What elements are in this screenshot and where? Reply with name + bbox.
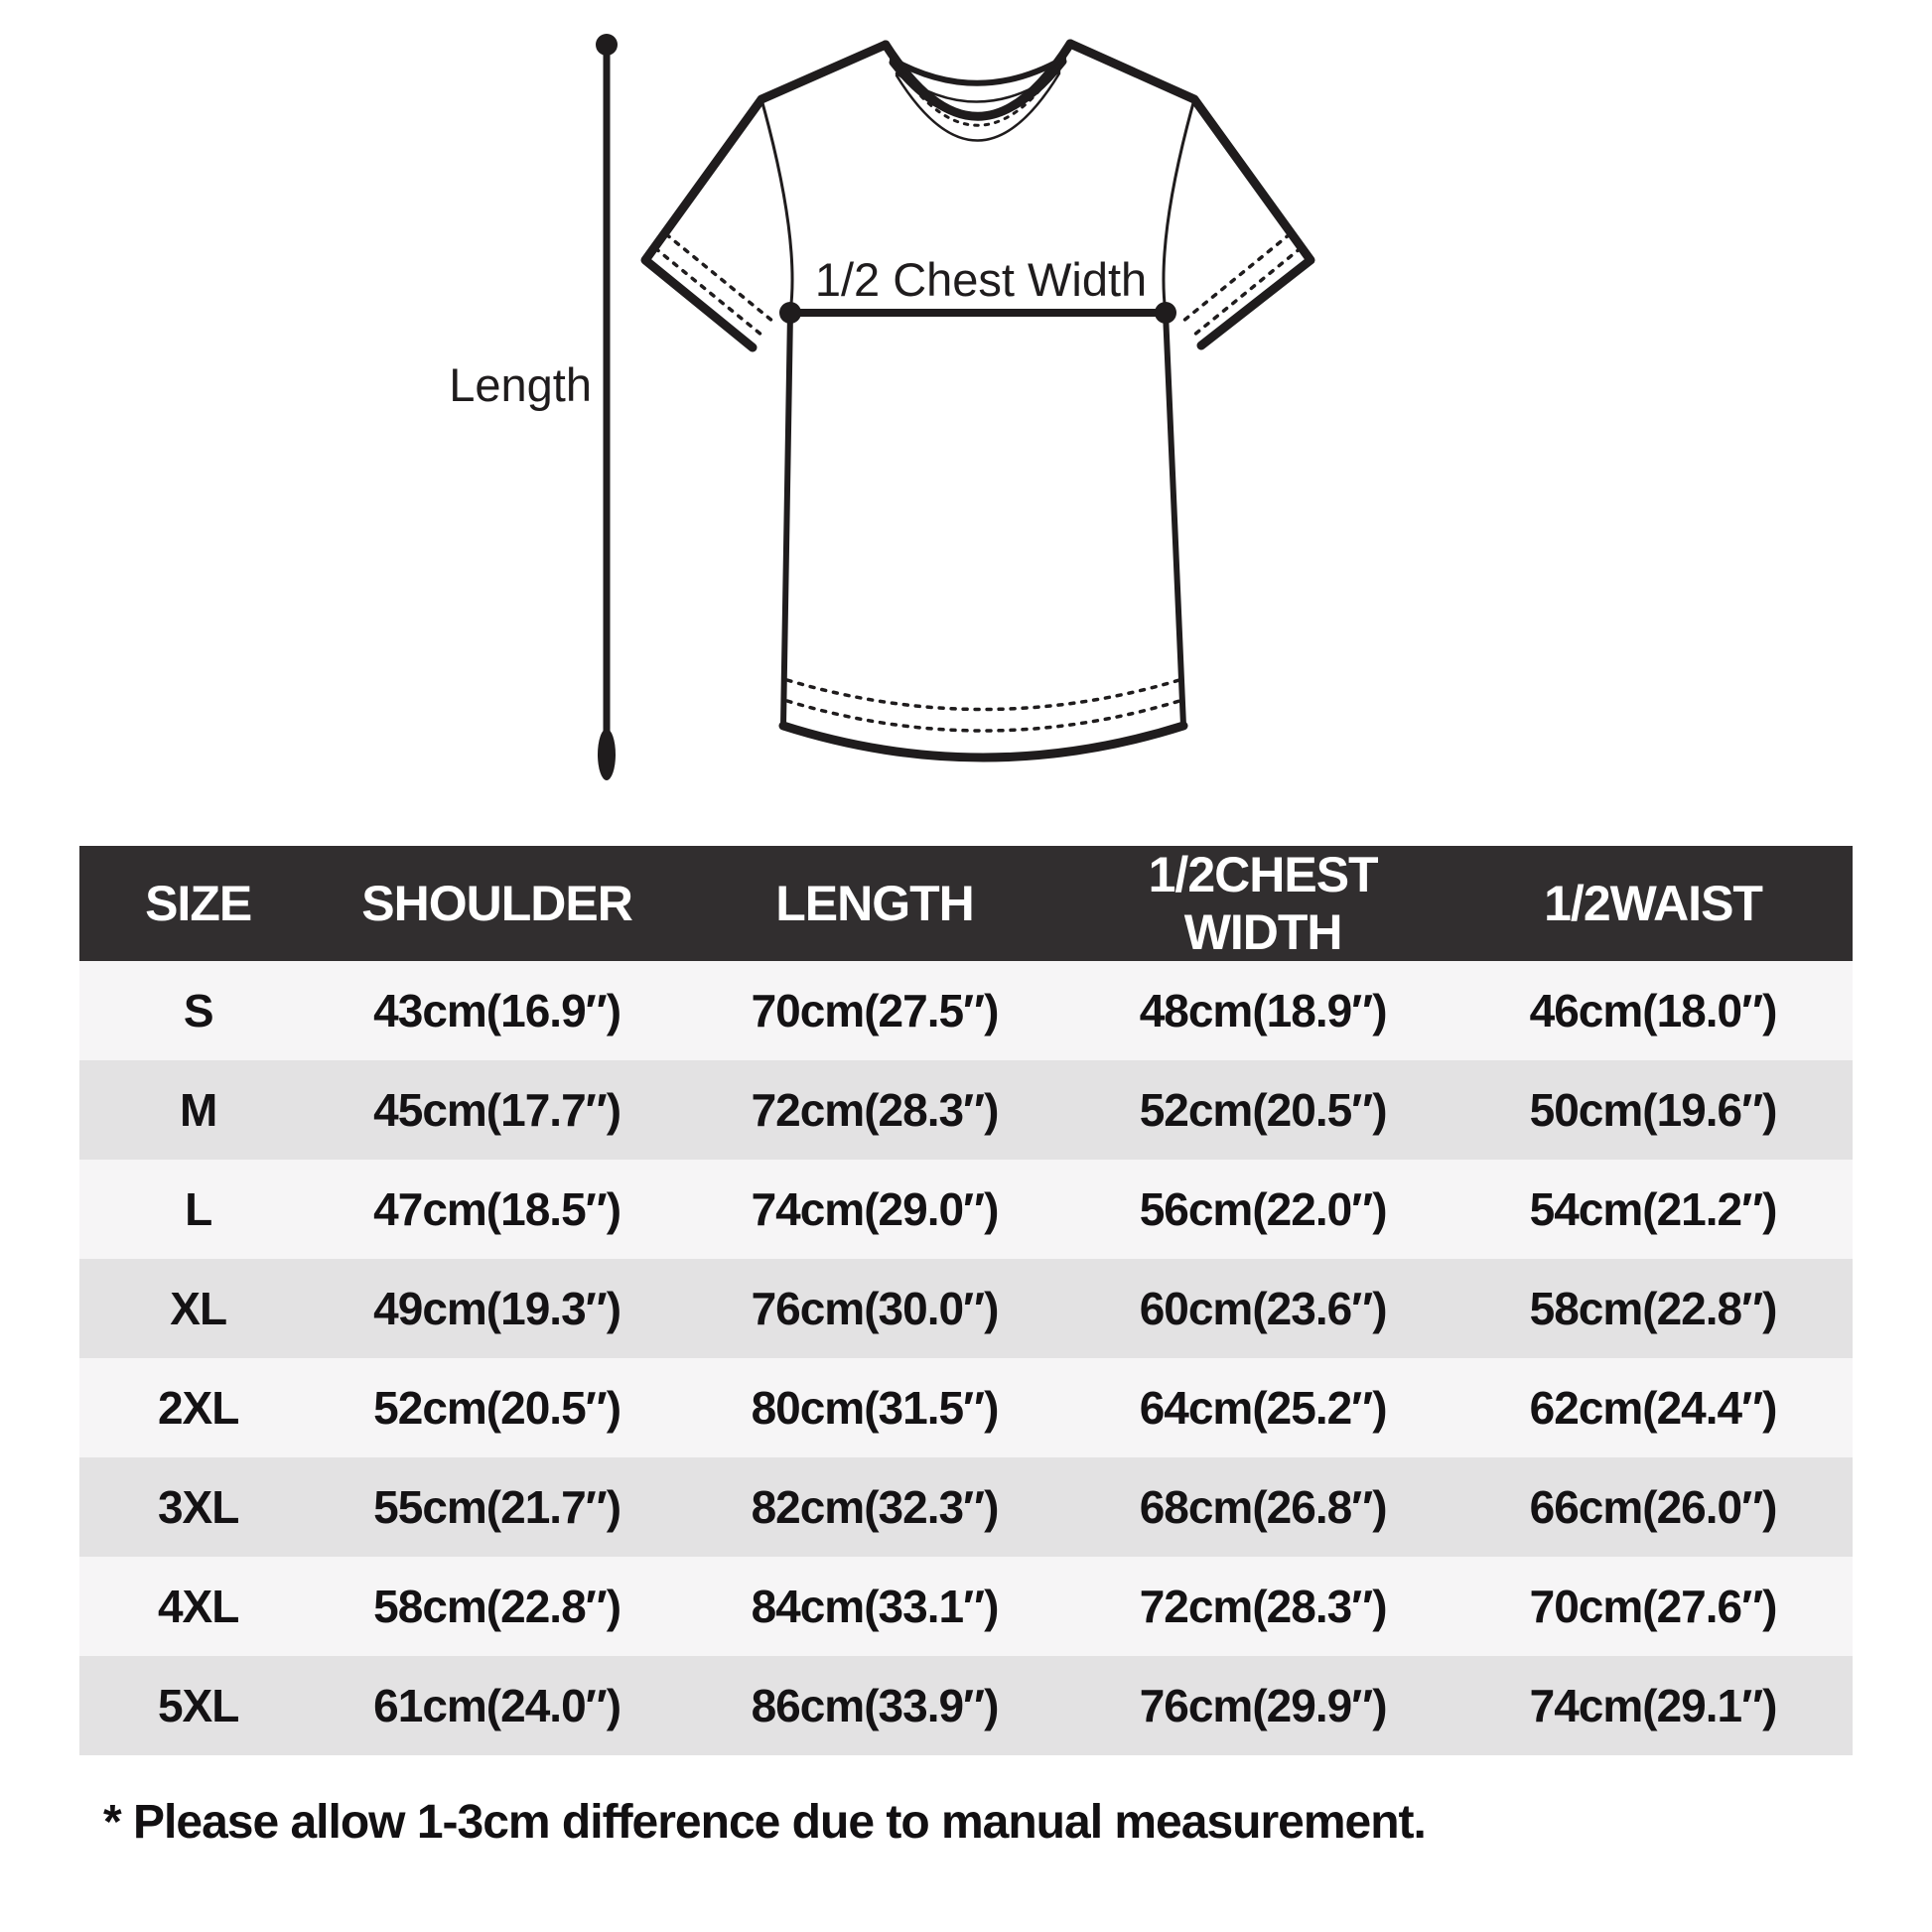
cell-length: 86cm(33.9″) xyxy=(677,1656,1072,1755)
length-line-bottom-dot xyxy=(598,729,616,780)
header-size: SIZE xyxy=(79,846,317,961)
cell-size: 4XL xyxy=(79,1557,317,1656)
tshirt-outline xyxy=(645,44,1311,758)
sleeve-stitch-dotted xyxy=(1182,234,1290,322)
chest-width-label: 1/2 Chest Width xyxy=(814,253,1148,306)
cell-waist: 46cm(18.0″) xyxy=(1453,961,1853,1060)
header-shoulder: SHOULDER xyxy=(317,846,677,961)
cell-waist: 74cm(29.1″) xyxy=(1453,1656,1853,1755)
cell-length: 72cm(28.3″) xyxy=(677,1060,1072,1160)
sleeve-stitch-dotted xyxy=(666,234,773,322)
header-length: LENGTH xyxy=(677,846,1072,961)
length-label: Length xyxy=(449,358,592,411)
cell-size: M xyxy=(79,1060,317,1160)
header-waist: 1/2WAIST xyxy=(1453,846,1853,961)
cell-chest: 68cm(26.8″) xyxy=(1072,1457,1453,1557)
armhole-left xyxy=(761,99,792,313)
table-row xyxy=(79,1160,1853,1259)
sleeve-stitch-dotted xyxy=(1193,248,1301,336)
cell-chest: 48cm(18.9″) xyxy=(1072,961,1453,1060)
cell-chest: 60cm(23.6″) xyxy=(1072,1259,1453,1358)
cell-size: L xyxy=(79,1160,317,1259)
cell-chest: 76cm(29.9″) xyxy=(1072,1656,1453,1755)
cell-chest: 72cm(28.3″) xyxy=(1072,1557,1453,1656)
chest-line-left-dot xyxy=(779,302,801,324)
cell-shoulder: 49cm(19.3″) xyxy=(317,1259,677,1358)
cell-size: 5XL xyxy=(79,1656,317,1755)
cell-shoulder: 52cm(20.5″) xyxy=(317,1358,677,1457)
cell-shoulder: 58cm(22.8″) xyxy=(317,1557,677,1656)
cell-waist: 62cm(24.4″) xyxy=(1453,1358,1853,1457)
table-row xyxy=(79,1656,1853,1755)
cell-waist: 54cm(21.2″) xyxy=(1453,1160,1853,1259)
sleeve-stitch-dotted xyxy=(655,248,762,336)
cell-shoulder: 43cm(16.9″) xyxy=(317,961,677,1060)
header-row xyxy=(79,846,1853,961)
table-row xyxy=(79,1259,1853,1358)
cell-waist: 66cm(26.0″) xyxy=(1453,1457,1853,1557)
cell-length: 70cm(27.5″) xyxy=(677,961,1072,1060)
length-line-top-dot xyxy=(596,34,618,56)
hem-stitch-dotted xyxy=(787,680,1179,710)
table-row xyxy=(79,1457,1853,1557)
cell-length: 74cm(29.0″) xyxy=(677,1160,1072,1259)
measurement-footnote: * Please allow 1-3cm difference due to manual measurement. xyxy=(103,1796,1426,1849)
cell-waist: 58cm(22.8″) xyxy=(1453,1259,1853,1358)
cell-chest: 52cm(20.5″) xyxy=(1072,1060,1453,1160)
cell-shoulder: 45cm(17.7″) xyxy=(317,1060,677,1160)
cell-chest: 64cm(25.2″) xyxy=(1072,1358,1453,1457)
armhole-right xyxy=(1164,99,1194,313)
table-row xyxy=(79,961,1853,1060)
cell-chest: 56cm(22.0″) xyxy=(1072,1160,1453,1259)
cell-shoulder: 61cm(24.0″) xyxy=(317,1656,677,1755)
cell-size: XL xyxy=(79,1259,317,1358)
cell-shoulder: 55cm(21.7″) xyxy=(317,1457,677,1557)
length-measure-line xyxy=(596,34,618,780)
table-row xyxy=(79,1358,1853,1457)
cell-length: 84cm(33.1″) xyxy=(677,1557,1072,1656)
cell-length: 82cm(32.3″) xyxy=(677,1457,1072,1557)
size-table xyxy=(79,846,1853,1755)
tshirt-diagram xyxy=(0,0,1932,844)
chest-line-right-dot xyxy=(1155,302,1176,324)
cell-shoulder: 47cm(18.5″) xyxy=(317,1160,677,1259)
cell-length: 76cm(30.0″) xyxy=(677,1259,1072,1358)
header-chest-width: 1/2CHEST WIDTH xyxy=(1072,846,1453,961)
cell-length: 80cm(31.5″) xyxy=(677,1358,1072,1457)
table-row xyxy=(79,1060,1853,1160)
table-row xyxy=(79,1557,1853,1656)
cell-size: S xyxy=(79,961,317,1060)
size-table-header xyxy=(79,846,1853,961)
cell-size: 2XL xyxy=(79,1358,317,1457)
cell-size: 3XL xyxy=(79,1457,317,1557)
cell-waist: 70cm(27.6″) xyxy=(1453,1557,1853,1656)
hem-stitch-dotted xyxy=(787,701,1179,731)
cell-waist: 50cm(19.6″) xyxy=(1453,1060,1853,1160)
